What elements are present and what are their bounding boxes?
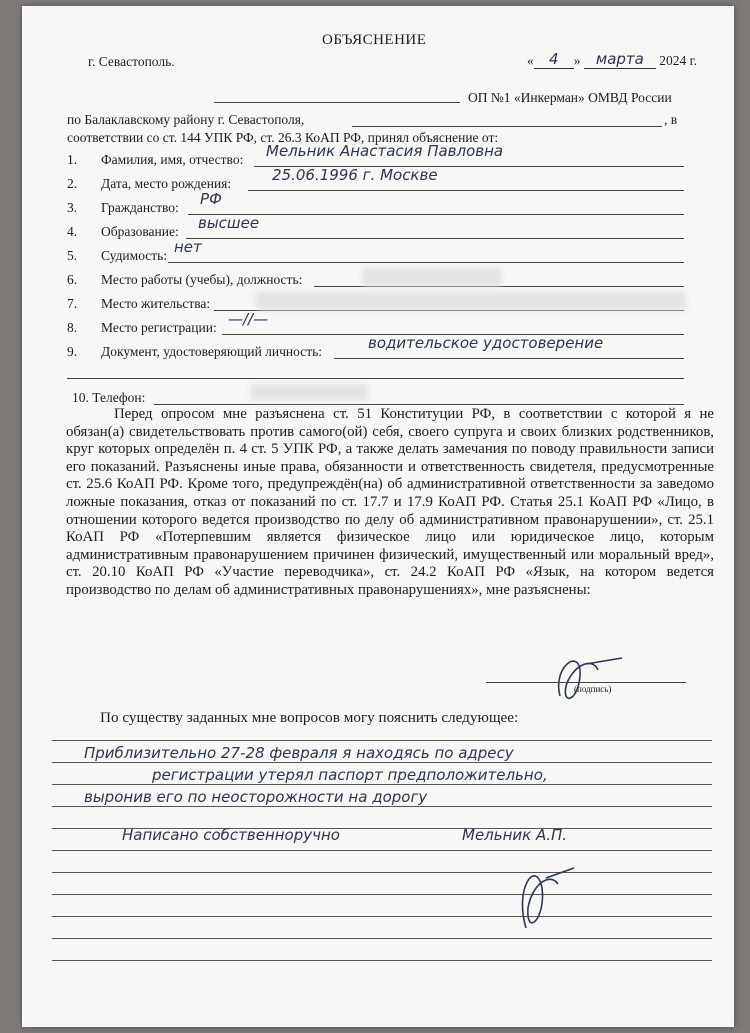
date-year: 2024 г. bbox=[659, 53, 698, 68]
region: по Балаклавскому району г. Севастополя, bbox=[67, 112, 305, 127]
field-criminal-record: 5. Судимость: bbox=[67, 248, 168, 263]
redacted-residence bbox=[256, 292, 686, 310]
field-id-document: 9. Документ, удостоверяющий личность: bbox=[67, 344, 323, 359]
document-sheet: ОБЪЯСНЕНИЕ г. Севастополь. « 4 » марта 2024 г. ОП №1 «Инкерман» ОМВД России по Балаклавскому району г. Севастополя, , в соответствии со ст. 144 УПК РФ, ст. 26.3 КоАП РФ, принял объяснение от: 1. Фамилия, имя, отчество: Мельник Анастасия Павловна 2. Дата, место рождения: 25.06.1996 г. Москве 3. Гражданство: РФ 4. Образование: высшее 5. Судимость: нет 6. Место работы (учебы), должность: 7. Место жительства: 8. Место регистрации: —//— 9. Документ, удостоверяющий личность: водительское удостоверение 10. Телефон: Перед опросом мне разъяснена ст. 51 Конституции РФ, в соответствии с которой я не обязан(а) свидетельствовать против самого(ой) себя, своего супруга и своих близких родственников, круг которых определён п. 4 ст. 5 УПК РФ, а также делать замечания по поводу правильности записи его показаний. Разъяснены иные права, обязанности и ответственность свидетеля, предусмотренные ст. 25.6 КоАП РФ. Кроме того, предупреждён(на) об административной ответственности за заведомо ложные показания, отказ от показаний по ст. 17.7 и 17.9 КоАП РФ. Статья 25.1 КоАП РФ «Лицо, в отношении которого ведется производство по делу об административном правонарушении», ст. 25.1 КоАП РФ «Потерпевшим является физическое лицо или юридическое лицо, которым административным правонарушением причинен физический, имущественный или моральный вред», ст. 20.10 КоАП РФ «Участие переводчика», ст. 24.2 КоАП РФ «Язык, на котором ведется производство по делам об административных правонарушениях», мне разъяснены: (подпись) По существу заданных мне вопросов могу пояснить следующее: Приблизительно 27-28 февраля я находясь по адресу регистрации утерял паспорт предположительно, выронив его по неосторожности на дорогу Написано собственноручно Мельник А.П. bbox=[22, 6, 734, 1027]
signature-label: (подпись) bbox=[574, 684, 612, 694]
explanation-signature-mark bbox=[506, 848, 586, 944]
field-citizenship: 3. Гражданство: bbox=[67, 200, 179, 215]
registration-value: —//— bbox=[228, 310, 269, 328]
explanation-line-4: Написано собственноручно bbox=[122, 826, 340, 844]
field-full-name: 1. Фамилия, имя, отчество: bbox=[67, 152, 244, 167]
legal-basis: соответствии со ст. 144 УПК РФ, ст. 26.3 КоАП РФ, принял объяснение от: bbox=[67, 130, 499, 145]
field-registration: 8. Место регистрации: bbox=[67, 320, 217, 335]
document-title: ОБЪЯСНЕНИЕ bbox=[322, 32, 427, 48]
officer-blank-line bbox=[214, 102, 460, 103]
education-value: высшее bbox=[198, 214, 260, 232]
signature-line bbox=[486, 682, 686, 683]
field-workplace: 6. Место работы (учебы), должность: bbox=[67, 272, 303, 287]
full-name-value: Мельник Анастасия Павловна bbox=[266, 142, 504, 160]
criminal-record-value: нет bbox=[174, 238, 202, 256]
explanation-line-2: регистрации утерял паспорт предположительно, bbox=[152, 766, 548, 784]
city: г. Севастополь. bbox=[88, 54, 175, 69]
field-residence: 7. Место жительства: bbox=[67, 296, 211, 311]
id-document-value: водительское удостоверение bbox=[368, 334, 604, 352]
explanation-signature-name: Мельник А.П. bbox=[462, 826, 568, 844]
explanation-title: По существу заданных мне вопросов могу пояснить следующее: bbox=[100, 709, 519, 726]
signature-mark bbox=[542, 646, 642, 708]
redacted-phone bbox=[250, 384, 368, 400]
department: ОП №1 «Инкерман» ОМВД России bbox=[468, 90, 672, 105]
explanation-line-1: Приблизительно 27-28 февраля я находясь по адресу bbox=[84, 744, 514, 762]
rights-paragraph: Перед опросом мне разъяснена ст. 51 Конституции РФ, в соответствии с которой я не обязан(а) свидетельствовать против самого(ой) себя, своего супруга и своих близких родственников, круг которых определён п. 4 ст. 5 УПК РФ, а также делать замечания по поводу правильности записи его показаний. Разъяснены иные права, обязанности и ответственность свидетеля, предусмотренные ст. 25.6 КоАП РФ. Кроме того, предупреждён(на) об административной ответственности за заведомо ложные показания, отказ от показаний по ст. 17.7 и 17.9 КоАП РФ. Статья 25.1 КоАП РФ «Лицо, в отношении которого ведется производство по делу об административном правонарушении», ст. 25.1 КоАП РФ «Потерпевшим является физическое лицо или юридическое лицо, которым административным правонарушением причинен физический, имущественный или моральный вред», ст. 20.10 КоАП РФ «Участие переводчика», ст. 24.2 КоАП РФ «Язык, на котором ведется производство по делам об административных правонарушениях», мне разъяснены: bbox=[66, 406, 714, 598]
date-day: 4 bbox=[534, 50, 574, 69]
region-blank-line bbox=[352, 126, 662, 127]
citizenship-value: РФ bbox=[200, 190, 222, 208]
redacted-workplace bbox=[362, 268, 502, 286]
birth-value: 25.06.1996 г. Москве bbox=[272, 166, 438, 184]
document-date: « 4 » марта 2024 г. bbox=[527, 50, 698, 68]
explanation-line-3: выронив его по неосторожности на дорогу bbox=[84, 788, 428, 806]
extra-blank-line bbox=[67, 378, 684, 379]
date-month: марта bbox=[584, 50, 656, 69]
field-birth: 2. Дата, место рождения: bbox=[67, 176, 232, 191]
field-education: 4. Образование: bbox=[67, 224, 179, 239]
field-phone: 10. Телефон: bbox=[72, 390, 146, 405]
